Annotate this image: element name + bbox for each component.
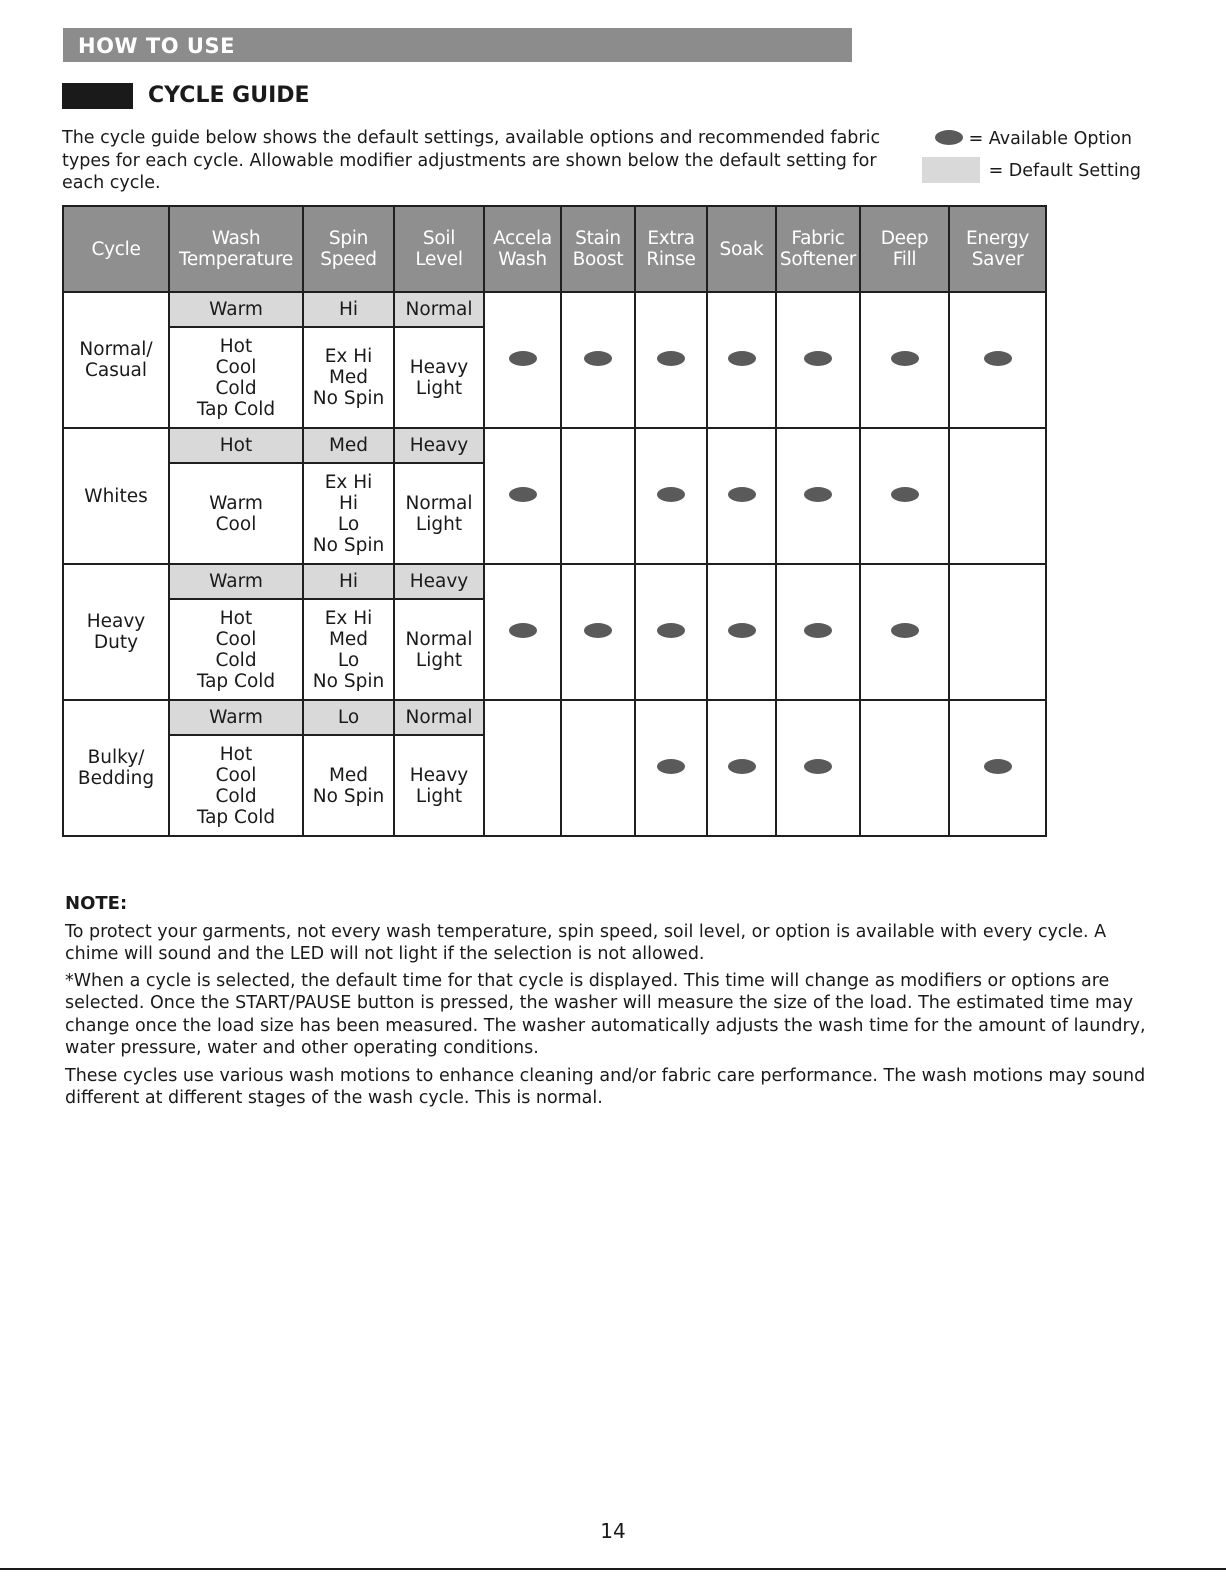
- adjust-wash: [169, 599, 303, 700]
- cell-line: Warm: [209, 492, 263, 514]
- subsection-title: CYCLE GUIDE: [148, 83, 310, 108]
- cycle-name: [63, 564, 169, 700]
- available-option-dot-icon: [728, 487, 756, 502]
- cell-line: Cool: [215, 513, 257, 535]
- column-header-line: Energy: [966, 228, 1029, 249]
- column-header-line: Extra: [647, 228, 695, 249]
- column-header-line: Deep: [880, 228, 929, 249]
- available-option-dot-icon: [657, 487, 685, 502]
- cell-line: Med: [328, 764, 369, 786]
- cell-line: Ex Hi: [324, 471, 373, 493]
- option-cell: [860, 292, 949, 428]
- available-option-dot-icon: [984, 351, 1012, 366]
- note-paragraph-2: *When a cycle is selected, the default time for that cycle is displayed. This time will change as modifiers or options are selected. Once the START/PAUSE button is pressed, the washer will measure the size of the load. The estimated time may change once the load size has been measured. The washer automatically adjusts the wash time for the amount of laundry, water pressure, water and other operating conditions.: [65, 971, 1146, 1058]
- column-header-line: Cycle: [91, 238, 141, 260]
- option-cell: [949, 564, 1046, 700]
- note-title: NOTE:: [65, 893, 128, 914]
- cell-line: Bulky/: [87, 747, 145, 768]
- cell-line: Light: [415, 649, 463, 671]
- cycle-guide-table: [62, 205, 1047, 837]
- column-header: [561, 206, 635, 292]
- column-header: [169, 206, 303, 292]
- column-header: [63, 206, 169, 292]
- adjust-wash: [169, 463, 303, 564]
- cell-line: Light: [415, 785, 463, 807]
- cell-line: Cool: [215, 764, 257, 786]
- cell-line: Cool: [215, 628, 257, 650]
- available-option-dot-icon: [509, 351, 537, 366]
- default-setting-row: [63, 428, 1046, 463]
- cell-line: Hot: [219, 335, 253, 357]
- cell-line: Hot: [219, 607, 253, 629]
- cell-line: Lo: [337, 513, 360, 535]
- default-setting-row: [63, 700, 1046, 735]
- available-option-dot-icon: [728, 759, 756, 774]
- column-header: [949, 206, 1046, 292]
- option-cell: [484, 428, 561, 564]
- column-header-line: Speed: [320, 249, 377, 270]
- column-header: [303, 206, 394, 292]
- option-cell: [707, 292, 776, 428]
- available-option-dot-icon: [584, 623, 612, 638]
- legend-default: [922, 157, 1141, 183]
- cell-line: Tap Cold: [196, 398, 276, 420]
- adjust-soil: [394, 599, 484, 700]
- cell-line: Cold: [215, 377, 257, 399]
- cell-line: Normal: [405, 628, 473, 650]
- available-option-dot-icon: [804, 759, 832, 774]
- cell-line: Ex Hi: [324, 607, 373, 629]
- cell-line: Ex Hi: [324, 346, 373, 367]
- column-header-line: Rinse: [646, 249, 696, 270]
- adjust-spin: [303, 599, 394, 700]
- column-header: [776, 206, 860, 292]
- column-header: [394, 206, 484, 292]
- cell-line: No Spin: [312, 670, 385, 692]
- adjust-soil: [394, 327, 484, 428]
- available-option-dot-icon: [804, 623, 832, 638]
- adjust-spin: [303, 327, 394, 428]
- option-cell: [860, 564, 949, 700]
- subsection-marker-block: [62, 83, 133, 109]
- option-cell: [635, 564, 707, 700]
- note-paragraph-3: These cycles use various wash motions to enhance cleaning and/or fabric care performance. The wash motions may sound different at different stages of the wash cycle. This is normal.: [65, 1066, 1146, 1109]
- available-option-dot-icon: [804, 351, 832, 366]
- option-cell: [776, 700, 860, 836]
- cell-line: Heavy: [409, 764, 469, 786]
- option-cell: [776, 292, 860, 428]
- available-option-dot-icon: [509, 623, 537, 638]
- cell-line: Hi: [338, 492, 359, 514]
- option-cell: [561, 292, 635, 428]
- option-cell: [707, 428, 776, 564]
- option-cell: [860, 700, 949, 836]
- cycle-name: [63, 428, 169, 564]
- available-option-dot-icon: [891, 487, 919, 502]
- available-option-dot-icon: [509, 487, 537, 502]
- option-cell: [776, 564, 860, 700]
- legend-available: [935, 128, 1132, 150]
- cell-line: Duty: [93, 632, 139, 653]
- adjust-spin: [303, 463, 394, 564]
- available-option-dot-icon: [657, 623, 685, 638]
- option-cell: [776, 428, 860, 564]
- cell-line: Cold: [215, 649, 257, 671]
- option-cell: [860, 428, 949, 564]
- bottom-rule: [0, 1568, 1226, 1570]
- cell-line: Normal: [405, 492, 473, 514]
- column-header-line: Wash: [211, 228, 261, 249]
- column-header: [484, 206, 561, 292]
- adjust-wash: [169, 327, 303, 428]
- option-cell: [484, 700, 561, 836]
- available-option-dot-icon: [657, 759, 685, 774]
- cell-line: Casual: [84, 360, 148, 381]
- default-spin: Hi: [303, 564, 394, 599]
- column-header: [860, 206, 949, 292]
- header-row: [63, 206, 1046, 292]
- column-header-line: Saver: [971, 249, 1024, 270]
- default-wash: Warm: [169, 292, 303, 327]
- available-option-dot-icon: [891, 351, 919, 366]
- intro-text: The cycle guide below shows the default settings, available options and recommended fabric types for each cycle. Allowable modifier adjustments are shown below the default setting for each cycle.: [62, 128, 881, 193]
- default-setting-swatch-icon: [922, 157, 980, 183]
- cell-line: No Spin: [312, 388, 385, 409]
- column-header-line: Wash: [498, 249, 547, 270]
- default-wash: Warm: [169, 564, 303, 599]
- column-header-line: Temperature: [179, 249, 293, 270]
- column-header-line: Spin: [328, 228, 369, 249]
- option-cell: [707, 700, 776, 836]
- option-cell: [561, 428, 635, 564]
- column-header-line: Boost: [572, 249, 624, 270]
- cell-line: Cold: [215, 785, 257, 807]
- default-spin: Med: [303, 428, 394, 463]
- column-header: [707, 206, 776, 292]
- column-header-line: Stain: [575, 228, 621, 249]
- default-soil: Normal: [394, 292, 484, 327]
- adjust-wash: [169, 735, 303, 836]
- cell-line: Cool: [215, 356, 257, 378]
- default-spin: Lo: [303, 700, 394, 735]
- column-header: [635, 206, 707, 292]
- cycle-name: [63, 700, 169, 836]
- cell-line: Tap Cold: [196, 670, 276, 692]
- cell-line: Lo: [337, 649, 360, 671]
- table-header: [63, 206, 1046, 292]
- column-header-line: Accela: [493, 228, 552, 249]
- adjust-spin: [303, 735, 394, 836]
- cell-line: Bedding: [77, 768, 155, 789]
- default-setting-row: [63, 292, 1046, 327]
- available-option-dot-icon: [728, 351, 756, 366]
- column-header-line: Fabric: [791, 228, 845, 249]
- legend-default-label: = Default Setting: [988, 161, 1141, 181]
- option-cell: [635, 428, 707, 564]
- cell-line: Whites: [84, 485, 148, 507]
- default-wash: Warm: [169, 700, 303, 735]
- default-soil: Heavy: [394, 428, 484, 463]
- option-cell: [484, 564, 561, 700]
- column-header-line: Level: [415, 249, 463, 270]
- cell-line: Hot: [219, 743, 253, 765]
- table-body: [63, 292, 1046, 836]
- cell-line: Normal/: [79, 339, 153, 360]
- adjust-soil: [394, 463, 484, 564]
- section-title-bar: [63, 28, 852, 62]
- cell-line: Light: [415, 377, 463, 399]
- option-cell: [949, 700, 1046, 836]
- available-option-dot-icon: [728, 623, 756, 638]
- default-soil: Heavy: [394, 564, 484, 599]
- option-cell: [635, 700, 707, 836]
- option-cell: [707, 564, 776, 700]
- column-header-line: Soil: [422, 228, 456, 249]
- default-spin: Hi: [303, 292, 394, 327]
- adjust-soil: [394, 735, 484, 836]
- cell-line: Med: [328, 367, 369, 388]
- column-header-line: Soak: [719, 238, 764, 260]
- cell-line: Heavy: [409, 356, 469, 378]
- page-number: 14: [600, 1519, 626, 1543]
- cell-line: Med: [328, 628, 369, 650]
- available-option-dot-icon: [935, 130, 963, 145]
- default-wash: Hot: [169, 428, 303, 463]
- available-option-dot-icon: [804, 487, 832, 502]
- option-cell: [561, 564, 635, 700]
- cell-line: No Spin: [312, 785, 385, 807]
- cell-line: Heavy: [86, 611, 146, 632]
- cell-line: No Spin: [312, 534, 385, 556]
- default-soil: Normal: [394, 700, 484, 735]
- option-cell: [484, 292, 561, 428]
- legend-available-label: = Available Option: [968, 129, 1132, 149]
- available-option-dot-icon: [584, 351, 612, 366]
- column-header-line: Softener: [779, 249, 857, 270]
- option-cell: [561, 700, 635, 836]
- default-setting-row: [63, 564, 1046, 599]
- available-option-dot-icon: [657, 351, 685, 366]
- note-paragraph-1: To protect your garments, not every wash temperature, spin speed, soil level, or option is available with every cycle. A chime will sound and the LED will not light if the selection is not allowed.: [65, 922, 1107, 965]
- available-option-dot-icon: [891, 623, 919, 638]
- column-header-line: Fill: [892, 249, 917, 270]
- option-cell: [635, 292, 707, 428]
- cycle-name: [63, 292, 169, 428]
- section-title: HOW TO USE: [78, 34, 235, 58]
- available-option-dot-icon: [984, 759, 1012, 774]
- cell-line: Tap Cold: [196, 806, 276, 828]
- option-cell: [949, 428, 1046, 564]
- cell-line: Light: [415, 513, 463, 535]
- option-cell: [949, 292, 1046, 428]
